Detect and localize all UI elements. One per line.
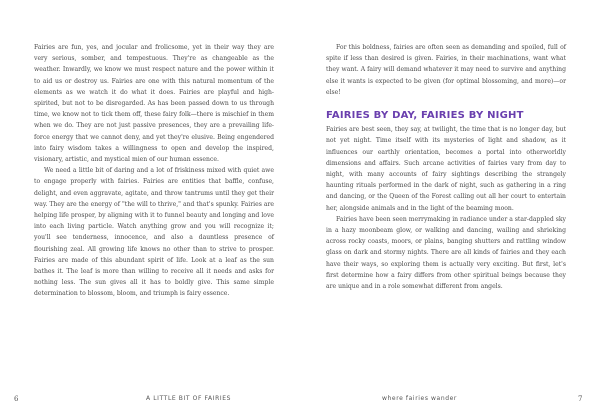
section-heading: FAIRIES BY DAY, FAIRIES BY NIGHT [326, 110, 524, 122]
running-head-right: where fairies wander [382, 395, 458, 402]
body-paragraph: Fairies are best seen, they say, at twilight, the time that is no longer day, but not yet night. Time itself with its mysteries of light and shadow, as it influences our earthly orientation, becomes a portal into otherworldly dimensions and affairs. Such arcane activities of fairies vary from day to night, with many accounts of fairy sightings describing the strangely haunting rituals performed in the dark of night, such as gathering in a ring and dancing, or the Queen of the Forest calling out all her court to entertain her, alongside animals and in the light of the beaming moon. [326, 126, 566, 212]
right-page [326, 42, 566, 292]
body-paragraph: We need a little bit of daring and a lot of friskiness mixed with quiet awe to engage properly with fairies. Fairies are entities that baffle, confuse, delight, and even aggravate, agitate, and throw tantrums until they get their way. They are the energy of "the will to thrive," and that's spunky. Fairies are helping life prosper, by aligning with it to funnel beauty and longing and love into each living particle. Watch anything grow and you will recognize it; you'll see tenderness, innocence, and also a dauntless presence of flourishing zeal. All growing life knows no other than to strive to prosper. Fairies are made of this abundant spirit of life. Look at a leaf as the sun bathes it. The leaf is more than willing to receive all it needs and asks for nothing less. The sun gives all it has to boldly give. This same simple determination to blossom, bloom, and triumph is fairy essence. [34, 167, 274, 298]
page-number-right: 7 [578, 395, 583, 403]
body-paragraph: Fairies are fun, yes, and jocular and frolicsome, yet in their way they are very serious, somber, and tempestuous. They're as changeable as the weather. Inwardly, we know we must respect nature and the power within it to aid us or destroy us. Fairies are one with this natural momentum of the elements as we watch it do what it does. Fairies are playful and high-spirited, but not to be disregarded. As has been passed down to us through time, we know not to tick them off, these fairy folk—there is mischief in them when we do. They are not just passive presences, they are a prevailing life-force energy that we cannot deny, and yet they're elusive. Being engendered into fairy wisdom takes a willingness to open and develop the inspired, visionary, artistic, and mystical mien of our human essence. [34, 44, 274, 164]
left-page [34, 42, 274, 300]
page-number-left: 6 [14, 395, 19, 403]
running-head-left: A LITTLE BIT OF FAIRIES [146, 395, 232, 402]
body-paragraph: For this boldness, fairies are often seen as demanding and spoiled, full of spite if less than desired is given. Fairies, in their machinations, want what they want. A fairy will demand whatever it may need to survive and anything else it wants is expected to be given (for optimal blossoming, and more)—or else! [326, 44, 566, 96]
body-paragraph: Fairies have been seen merrymaking in radiance under a star-dappled sky in a hazy moonbeam glow, or walking and dancing, wailing and shrieking across rocky coasts, moors, or plains, banging shutters and rattling window glass on dark and stormy nights. There are all kinds of fairies and they each have their ways, so exploring them is actually very exciting. But first, let's first determine how a fairy differs from other spiritual beings because they are unique and in a role somewhat different from angels. [326, 215, 566, 291]
